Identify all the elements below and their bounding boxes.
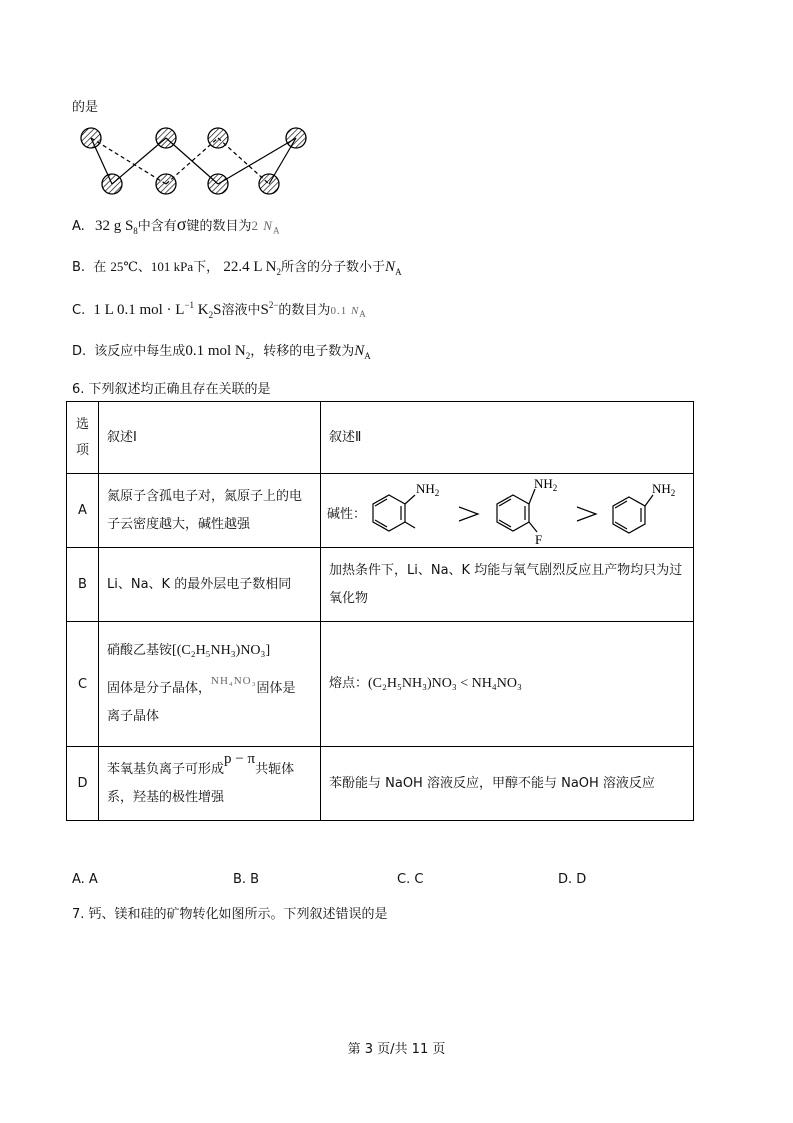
svg-text:NH2: $NH_2$ (652, 480, 676, 498)
row-a-statement-2: 碱性： $NH_2$ $NH_2$ F $NH_2$ (321, 474, 694, 548)
table-row (67, 474, 694, 548)
question-7-stem: 7. 钙、镁和硅的矿物转化如图所示。下列叙述错误的是 (72, 907, 388, 922)
page-footer: 第 3 页/共 11 页 (347, 1042, 446, 1057)
header-option: 选 项 (67, 402, 99, 474)
row-option-d: D (67, 747, 99, 821)
question-6-stem: 6. 下列叙述均正确且存在关联的是 (72, 382, 271, 397)
s8-molecule-figure (72, 122, 312, 198)
table-header-row (67, 402, 694, 474)
svg-text:NH2: $NH_2$ (534, 476, 558, 493)
option-d: D. 该反应中每生成0.1 mol $N_2$，转移的电子数为$N_A$ (72, 343, 371, 361)
row-d-statement-1: 苯氧基负离子可形成p − π共轭体 系，羟基的极性增强 (99, 747, 321, 821)
choice-c[interactable]: C. C (397, 872, 424, 887)
option-c: C. 1 L 0.1 mol · $L^{-1}$ $K_2S$溶液中$S^{2-}$的数目为0.1 $N_A$ (72, 300, 367, 320)
aniline-structures-figure (361, 477, 691, 547)
svg-text:NH2: $NH_2$ (416, 480, 440, 498)
row-option-c: C (67, 622, 99, 747)
table-row (67, 548, 694, 622)
table-row (67, 622, 694, 747)
header-statement-2: 叙述Ⅱ (321, 402, 694, 474)
choice-d[interactable]: D. D (558, 872, 587, 887)
row-option-b: B (67, 548, 99, 622)
row-b-statement-2: 加热条件下，Li、Na、K 均能与氧气剧烈反应且产物均只为过氧化物 (321, 548, 694, 622)
row-b-statement-1: Li、Na、K 的最外层电子数相同 (99, 548, 321, 622)
question-stem-tail: 的是 (72, 100, 99, 115)
row-c-statement-2: 熔点：(C₂H₅NH₃)NO₃ < NH₄NO₃ (321, 622, 694, 747)
choice-a[interactable]: A. A (72, 872, 98, 887)
q6-table (66, 401, 694, 821)
row-a-statement-1: 氮原子含孤电子对，氮原子上的电子云密度越大，碱性越强 (99, 474, 321, 548)
row-d-statement-2: 苯酚能与 NaOH 溶液反应，甲醇不能与 NaOH 溶液反应 (321, 747, 694, 821)
choice-b[interactable]: B. B (233, 872, 260, 887)
row-c-statement-1: 硝酸乙基铵[(C₂H₅NH₃)NO₃] 固体是分子晶体，$^{NH_4NO_3}$固体是 离子晶体 (99, 622, 321, 747)
option-b: B. 在 25℃、101 kPa下， 22.4 L $N_2$所含的分子数小于$N_A$ (72, 259, 402, 277)
row-option-a: A (67, 474, 99, 548)
header-statement-1: 叙述Ⅰ (99, 402, 321, 474)
svg-text:F: F (535, 531, 543, 547)
table-row (67, 747, 694, 821)
option-a: A. 32 g $S_8$中含有σ键的数目为2 $N_A$ (72, 214, 281, 236)
